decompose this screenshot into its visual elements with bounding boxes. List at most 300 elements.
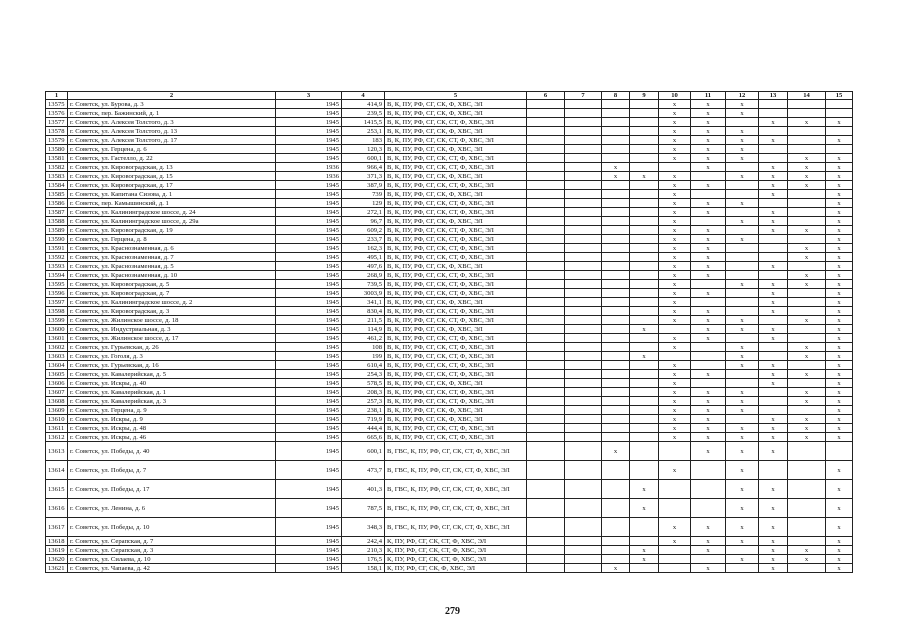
area-cell: 1415,5: [342, 118, 385, 127]
mark-cell-col-12: x: [726, 280, 759, 289]
year-cell: 1945: [276, 370, 342, 379]
mark-cell-col-15: [826, 127, 853, 136]
mark-cell-col-13: x: [759, 217, 788, 226]
mark-cell-col-9: [630, 289, 659, 298]
mark-cell-col-11: [691, 379, 726, 388]
mark-cell-col-11: [691, 555, 726, 564]
systems-cell: В, К, ПУ, РФ, СГ, СК, СТ, Ф, ХВС, ЭЛ: [385, 352, 527, 361]
mark-cell-col-14: [788, 136, 826, 145]
mark-cell-col-10: x: [659, 145, 691, 154]
registry-number-cell: 13620: [46, 555, 68, 564]
mark-cell-col-11: x: [691, 537, 726, 546]
mark-cell-col-14: x: [788, 118, 826, 127]
area-cell: 414,9: [342, 100, 385, 109]
mark-cell-col-6: [527, 226, 565, 235]
mark-cell-col-6: [527, 199, 565, 208]
registry-number-cell: 13599: [46, 316, 68, 325]
mark-cell-col-9: [630, 181, 659, 190]
mark-cell-col-8: [602, 244, 630, 253]
mark-cell-col-10: x: [659, 316, 691, 325]
systems-cell: В, К, ПУ, РФ, СГ, СК, СТ, Ф, ХВС, ЭЛ: [385, 235, 527, 244]
year-cell: 1945: [276, 424, 342, 433]
mark-cell-col-12: x: [726, 537, 759, 546]
column-number-row: [46, 92, 853, 100]
mark-cell-col-14: [788, 190, 826, 199]
table-row: [46, 334, 853, 343]
table-row: [46, 145, 853, 154]
systems-cell: В, К, ПУ, РФ, СГ, СК, СТ, Ф, ХВС, ЭЛ: [385, 316, 527, 325]
registry-number-cell: 13621: [46, 564, 68, 573]
mark-cell-col-8: [602, 271, 630, 280]
mark-cell-col-9: [630, 118, 659, 127]
mark-cell-col-15: x: [826, 307, 853, 316]
mark-cell-col-10: x: [659, 406, 691, 415]
mark-cell-col-15: x: [826, 172, 853, 181]
mark-cell-col-6: [527, 217, 565, 226]
address-cell: г. Советск, ул. Жилинское шоссе, д. 18: [68, 316, 276, 325]
mark-cell-col-14: x: [788, 244, 826, 253]
mark-cell-col-11: x: [691, 208, 726, 217]
mark-cell-col-9: [630, 199, 659, 208]
mark-cell-col-10: [659, 480, 691, 499]
mark-cell-col-14: x: [788, 172, 826, 181]
mark-cell-col-6: [527, 480, 565, 499]
mark-cell-col-12: [726, 370, 759, 379]
systems-cell: В, К, ПУ, РФ, СГ, СК, СТ, Ф, ХВС, ЭЛ: [385, 307, 527, 316]
mark-cell-col-7: [565, 163, 602, 172]
mark-cell-col-7: [565, 172, 602, 181]
address-cell: г. Советск, ул. Кировоградская, д. 7: [68, 289, 276, 298]
mark-cell-col-7: [565, 280, 602, 289]
mark-cell-col-10: x: [659, 100, 691, 109]
mark-cell-col-15: [826, 100, 853, 109]
area-cell: 609,2: [342, 226, 385, 235]
systems-cell: В, К, ПУ, РФ, СГ, СК, СТ, Ф, ХВС, ЭЛ: [385, 397, 527, 406]
mark-cell-col-12: [726, 190, 759, 199]
systems-cell: В, К, ПУ, РФ, СГ, СК, Ф, ХВС, ЭЛ: [385, 172, 527, 181]
mark-cell-col-9: [630, 244, 659, 253]
mark-cell-col-8: [602, 109, 630, 118]
mark-cell-col-11: x: [691, 244, 726, 253]
table-row: [46, 280, 853, 289]
table-row: [46, 424, 853, 433]
mark-cell-col-7: [565, 388, 602, 397]
year-cell: 1945: [276, 145, 342, 154]
mark-cell-col-6: [527, 499, 565, 518]
systems-cell: В, К, ПУ, РФ, СГ, СК, СТ, Ф, ХВС, ЭЛ: [385, 334, 527, 343]
mark-cell-col-13: x: [759, 370, 788, 379]
buildings-table: [45, 91, 853, 573]
mark-cell-col-14: x: [788, 424, 826, 433]
mark-cell-col-10: x: [659, 280, 691, 289]
table-row: [46, 253, 853, 262]
mark-cell-col-10: x: [659, 244, 691, 253]
year-cell: 1945: [276, 433, 342, 442]
mark-cell-col-6: [527, 235, 565, 244]
year-cell: 1945: [276, 298, 342, 307]
mark-cell-col-10: x: [659, 370, 691, 379]
mark-cell-col-13: x: [759, 226, 788, 235]
mark-cell-col-12: x: [726, 235, 759, 244]
area-cell: 739: [342, 190, 385, 199]
mark-cell-col-10: x: [659, 334, 691, 343]
mark-cell-col-10: x: [659, 181, 691, 190]
mark-cell-col-7: [565, 226, 602, 235]
mark-cell-col-8: x: [602, 163, 630, 172]
mark-cell-col-11: x: [691, 136, 726, 145]
mark-cell-col-15: x: [826, 217, 853, 226]
table-row: [46, 480, 853, 499]
mark-cell-col-14: x: [788, 546, 826, 555]
mark-cell-col-15: x: [826, 352, 853, 361]
mark-cell-col-13: x: [759, 136, 788, 145]
area-cell: 495,1: [342, 253, 385, 262]
mark-cell-col-15: x: [826, 271, 853, 280]
year-cell: 1945: [276, 334, 342, 343]
mark-cell-col-8: [602, 154, 630, 163]
systems-cell: В, К, ПУ, РФ, СГ, СК, СТ, Ф, ХВС, ЭЛ: [385, 226, 527, 235]
mark-cell-col-15: x: [826, 397, 853, 406]
address-cell: г. Советск, ул. Серапская, д. 3: [68, 546, 276, 555]
registry-number-cell: 13585: [46, 190, 68, 199]
mark-cell-col-13: x: [759, 424, 788, 433]
mark-cell-col-12: [726, 181, 759, 190]
mark-cell-col-12: x: [726, 518, 759, 537]
mark-cell-col-6: [527, 424, 565, 433]
mark-cell-col-7: [565, 100, 602, 109]
table-row: [46, 298, 853, 307]
mark-cell-col-10: x: [659, 388, 691, 397]
mark-cell-col-9: [630, 208, 659, 217]
systems-cell: В, К, ПУ, РФ, СГ, СК, СТ, Ф, ХВС, ЭЛ: [385, 289, 527, 298]
mark-cell-col-13: x: [759, 181, 788, 190]
registry-number-cell: 13615: [46, 480, 68, 499]
table-row: [46, 127, 853, 136]
mark-cell-col-9: x: [630, 546, 659, 555]
area-cell: 578,5: [342, 379, 385, 388]
year-cell: 1945: [276, 388, 342, 397]
mark-cell-col-14: x: [788, 555, 826, 564]
mark-cell-col-6: [527, 461, 565, 480]
systems-cell: В, К, ПУ, РФ, СГ, СК, Ф, ХВС, ЭЛ: [385, 298, 527, 307]
mark-cell-col-15: [826, 109, 853, 118]
table-row: [46, 271, 853, 280]
registry-number-cell: 13614: [46, 461, 68, 480]
registry-number-cell: 13587: [46, 208, 68, 217]
mark-cell-col-11: x: [691, 271, 726, 280]
area-cell: 210,3: [342, 546, 385, 555]
column-header-1: 1: [46, 92, 68, 100]
table-row: [46, 415, 853, 424]
year-cell: 1945: [276, 415, 342, 424]
mark-cell-col-8: [602, 280, 630, 289]
mark-cell-col-12: x: [726, 154, 759, 163]
systems-cell: К, ПУ, РФ, СГ, СК, СТ, Ф, ХВС, ЭЛ: [385, 546, 527, 555]
mark-cell-col-8: [602, 145, 630, 154]
table-row: [46, 208, 853, 217]
registry-number-cell: 13618: [46, 537, 68, 546]
systems-cell: В, К, ПУ, РФ, СГ, СК, СТ, Ф, ХВС, ЭЛ: [385, 208, 527, 217]
systems-cell: В, К, ПУ, РФ, СГ, СК, Ф, ХВС, ЭЛ: [385, 325, 527, 334]
mark-cell-col-12: [726, 546, 759, 555]
registry-number-cell: 13602: [46, 343, 68, 352]
mark-cell-col-9: [630, 379, 659, 388]
mark-cell-col-7: [565, 564, 602, 573]
mark-cell-col-12: x: [726, 172, 759, 181]
mark-cell-col-15: x: [826, 546, 853, 555]
mark-cell-col-12: x: [726, 424, 759, 433]
systems-cell: В, К, ПУ, РФ, СГ, СК, СТ, Ф, ХВС, ЭЛ: [385, 388, 527, 397]
mark-cell-col-14: x: [788, 415, 826, 424]
mark-cell-col-7: [565, 271, 602, 280]
address-cell: г. Советск, ул. Герцена, д. 6: [68, 145, 276, 154]
table-body: [46, 100, 853, 573]
systems-cell: В, К, ПУ, РФ, СГ, СК, Ф, ХВС, ЭЛ: [385, 145, 527, 154]
mark-cell-col-13: [759, 154, 788, 163]
mark-cell-col-13: x: [759, 190, 788, 199]
table-row: [46, 537, 853, 546]
mark-cell-col-7: [565, 537, 602, 546]
mark-cell-col-13: [759, 397, 788, 406]
mark-cell-col-14: x: [788, 316, 826, 325]
mark-cell-col-6: [527, 433, 565, 442]
mark-cell-col-11: [691, 361, 726, 370]
mark-cell-col-8: [602, 307, 630, 316]
mark-cell-col-12: [726, 244, 759, 253]
mark-cell-col-8: [602, 127, 630, 136]
systems-cell: В, К, ПУ, РФ, СГ, СК, СТ, Ф, ХВС, ЭЛ: [385, 154, 527, 163]
mark-cell-col-6: [527, 118, 565, 127]
year-cell: 1945: [276, 235, 342, 244]
address-cell: г. Советск, ул. Краснознаменная, д. 5: [68, 262, 276, 271]
mark-cell-col-6: [527, 271, 565, 280]
address-cell: г. Советск, ул. Победы, д. 17: [68, 480, 276, 499]
year-cell: 1945: [276, 109, 342, 118]
table-row: [46, 499, 853, 518]
mark-cell-col-12: x: [726, 555, 759, 564]
mark-cell-col-8: [602, 546, 630, 555]
mark-cell-col-7: [565, 262, 602, 271]
mark-cell-col-11: x: [691, 433, 726, 442]
area-cell: 473,7: [342, 461, 385, 480]
column-header-3: 3: [276, 92, 342, 100]
mark-cell-col-7: [565, 343, 602, 352]
registry-number-cell: 13619: [46, 546, 68, 555]
mark-cell-col-11: x: [691, 546, 726, 555]
mark-cell-col-6: [527, 352, 565, 361]
registry-number-cell: 13576: [46, 109, 68, 118]
table-row: [46, 379, 853, 388]
area-cell: 199: [342, 352, 385, 361]
systems-cell: В, К, ПУ, РФ, СГ, СК, Ф, ХВС, ЭЛ: [385, 406, 527, 415]
area-cell: 610,4: [342, 361, 385, 370]
registry-number-cell: 13617: [46, 518, 68, 537]
mark-cell-col-8: [602, 370, 630, 379]
address-cell: г. Советск, ул. Алексея Толстого, д. 17: [68, 136, 276, 145]
mark-cell-col-10: [659, 163, 691, 172]
mark-cell-col-13: x: [759, 442, 788, 461]
area-cell: 239,5: [342, 109, 385, 118]
mark-cell-col-13: x: [759, 499, 788, 518]
mark-cell-col-12: x: [726, 499, 759, 518]
mark-cell-col-6: [527, 397, 565, 406]
mark-cell-col-15: x: [826, 334, 853, 343]
mark-cell-col-13: [759, 145, 788, 154]
mark-cell-col-12: [726, 262, 759, 271]
mark-cell-col-11: x: [691, 289, 726, 298]
mark-cell-col-13: x: [759, 118, 788, 127]
mark-cell-col-12: x: [726, 433, 759, 442]
table-row: [46, 307, 853, 316]
table-row: [46, 442, 853, 461]
mark-cell-col-15: x: [826, 118, 853, 127]
mark-cell-col-6: [527, 163, 565, 172]
table-row: [46, 343, 853, 352]
mark-cell-col-15: x: [826, 190, 853, 199]
systems-cell: В, К, ПУ, РФ, СГ, СК, Ф, ХВС, ЭЛ: [385, 217, 527, 226]
mark-cell-col-6: [527, 555, 565, 564]
mark-cell-col-11: x: [691, 226, 726, 235]
mark-cell-col-7: [565, 118, 602, 127]
table-row: [46, 100, 853, 109]
year-cell: 1945: [276, 406, 342, 415]
mark-cell-col-6: [527, 280, 565, 289]
mark-cell-col-14: x: [788, 343, 826, 352]
mark-cell-col-13: [759, 109, 788, 118]
area-cell: 114,9: [342, 325, 385, 334]
mark-cell-col-14: x: [788, 226, 826, 235]
mark-cell-col-10: x: [659, 253, 691, 262]
mark-cell-col-15: x: [826, 555, 853, 564]
mark-cell-col-14: x: [788, 388, 826, 397]
table-row: [46, 199, 853, 208]
mark-cell-col-13: x: [759, 555, 788, 564]
mark-cell-col-12: [726, 118, 759, 127]
mark-cell-col-8: [602, 235, 630, 244]
mark-cell-col-9: [630, 406, 659, 415]
mark-cell-col-6: [527, 442, 565, 461]
area-cell: 966,4: [342, 163, 385, 172]
year-cell: 1945: [276, 442, 342, 461]
mark-cell-col-11: x: [691, 253, 726, 262]
table-row: [46, 109, 853, 118]
table-row: [46, 118, 853, 127]
systems-cell: В, К, ПУ, РФ, СГ, СК, СТ, Ф, ХВС, ЭЛ: [385, 136, 527, 145]
mark-cell-col-15: x: [826, 163, 853, 172]
mark-cell-col-12: x: [726, 343, 759, 352]
mark-cell-col-10: x: [659, 172, 691, 181]
mark-cell-col-10: x: [659, 109, 691, 118]
area-cell: 183: [342, 136, 385, 145]
mark-cell-col-14: [788, 325, 826, 334]
mark-cell-col-7: [565, 433, 602, 442]
mark-cell-col-15: [826, 442, 853, 461]
address-cell: г. Советск, ул. Гастелло, д. 22: [68, 154, 276, 163]
mark-cell-col-8: [602, 262, 630, 271]
year-cell: 1945: [276, 217, 342, 226]
registry-number-cell: 13579: [46, 136, 68, 145]
address-cell: г. Советск, ул. Искры, д. 40: [68, 379, 276, 388]
mark-cell-col-9: [630, 190, 659, 199]
mark-cell-col-9: x: [630, 352, 659, 361]
mark-cell-col-9: x: [630, 172, 659, 181]
mark-cell-col-11: x: [691, 199, 726, 208]
table-row: [46, 289, 853, 298]
mark-cell-col-12: [726, 289, 759, 298]
systems-cell: В, К, ПУ, РФ, СГ, СК, СТ, Ф, ХВС, ЭЛ: [385, 361, 527, 370]
mark-cell-col-10: [659, 352, 691, 361]
mark-cell-col-8: x: [602, 564, 630, 573]
area-cell: 158,1: [342, 564, 385, 573]
mark-cell-col-12: x: [726, 199, 759, 208]
year-cell: 1945: [276, 307, 342, 316]
mark-cell-col-12: x: [726, 388, 759, 397]
mark-cell-col-14: [788, 461, 826, 480]
registry-number-cell: 13596: [46, 289, 68, 298]
mark-cell-col-7: [565, 199, 602, 208]
mark-cell-col-14: [788, 109, 826, 118]
mark-cell-col-13: x: [759, 262, 788, 271]
column-header-7: 7: [565, 92, 602, 100]
address-cell: г. Советск, ул. Серапская, д. 7: [68, 537, 276, 546]
mark-cell-col-12: x: [726, 127, 759, 136]
area-cell: 348,3: [342, 518, 385, 537]
address-cell: г. Советск, пер. Камышинский, д. 1: [68, 199, 276, 208]
table-row: [46, 564, 853, 573]
area-cell: 371,3: [342, 172, 385, 181]
mark-cell-col-15: x: [826, 406, 853, 415]
address-cell: г. Советск, ул. Искры, д. 46: [68, 433, 276, 442]
registry-number-cell: 13577: [46, 118, 68, 127]
mark-cell-col-6: [527, 181, 565, 190]
systems-cell: В, ГВС, К, ПУ, РФ, СГ, СК, СТ, Ф, ХВС, ЭЛ: [385, 442, 527, 461]
mark-cell-col-6: [527, 208, 565, 217]
mark-cell-col-6: [527, 546, 565, 555]
mark-cell-col-15: x: [826, 424, 853, 433]
mark-cell-col-15: x: [826, 289, 853, 298]
mark-cell-col-7: [565, 298, 602, 307]
area-cell: 242,4: [342, 537, 385, 546]
mark-cell-col-9: [630, 424, 659, 433]
mark-cell-col-11: x: [691, 235, 726, 244]
area-cell: 162,3: [342, 244, 385, 253]
mark-cell-col-7: [565, 555, 602, 564]
mark-cell-col-15: x: [826, 226, 853, 235]
year-cell: 1945: [276, 100, 342, 109]
address-cell: г. Советск, пер. Бажинский, д. 1: [68, 109, 276, 118]
mark-cell-col-10: x: [659, 262, 691, 271]
area-cell: 253,1: [342, 127, 385, 136]
mark-cell-col-6: [527, 136, 565, 145]
mark-cell-col-12: x: [726, 145, 759, 154]
mark-cell-col-7: [565, 253, 602, 262]
mark-cell-col-8: [602, 415, 630, 424]
table-row: [46, 518, 853, 537]
mark-cell-col-9: [630, 235, 659, 244]
area-cell: 108: [342, 343, 385, 352]
mark-cell-col-8: [602, 555, 630, 564]
mark-cell-col-14: [788, 480, 826, 499]
mark-cell-col-6: [527, 127, 565, 136]
mark-cell-col-15: x: [826, 499, 853, 518]
mark-cell-col-10: x: [659, 518, 691, 537]
address-cell: г. Советск, ул. Краснознаменная, д. 6: [68, 244, 276, 253]
mark-cell-col-13: [759, 253, 788, 262]
mark-cell-col-9: [630, 217, 659, 226]
systems-cell: В, ГВС, К, ПУ, РФ, СГ, СК, СТ, Ф, ХВС, ЭЛ: [385, 480, 527, 499]
column-header-14: 14: [788, 92, 826, 100]
address-cell: г. Советск, ул. Жилинское шоссе, д. 17: [68, 334, 276, 343]
